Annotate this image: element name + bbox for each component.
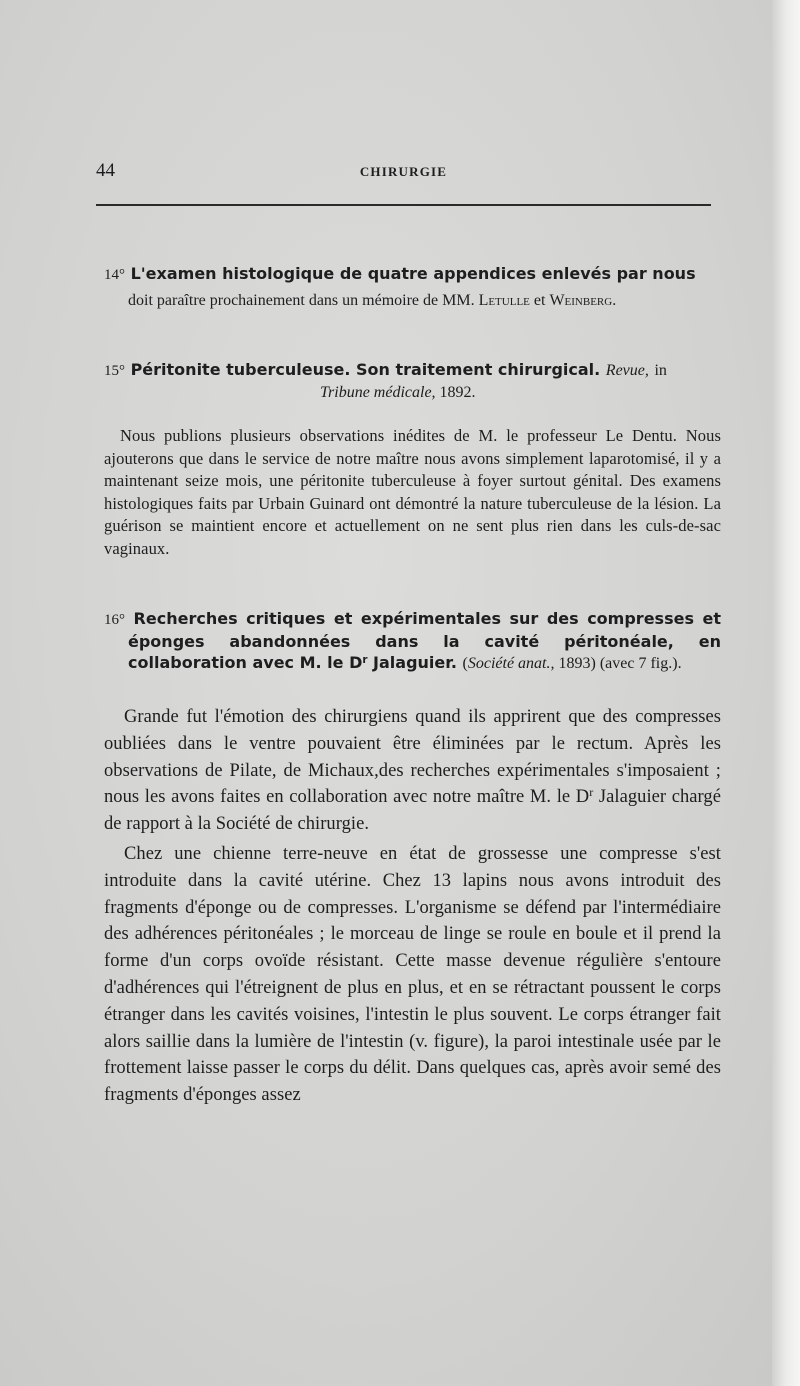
entry-16-source bbox=[463, 655, 682, 672]
entry-16-source-open: ( bbox=[462, 655, 468, 672]
entry-16 bbox=[104, 608, 721, 1109]
header-rule bbox=[96, 204, 711, 206]
entry-14-author-1: Letulle bbox=[478, 292, 530, 309]
entry-15-title: Péritonite tuberculeuse. Son traitement chirurgical. bbox=[130, 360, 601, 379]
entry-15 bbox=[104, 359, 721, 560]
entry-14-text bbox=[128, 290, 721, 311]
entry-15-year: 1892. bbox=[439, 384, 476, 401]
entry-16-title-main: Recherches critiques et expérimentales sur des compresses et éponges abandonnées dans la cavité péritonéale, en collaboration avec M. le D bbox=[128, 609, 721, 672]
entry-15-number: 15° bbox=[104, 363, 125, 379]
entry-15-body bbox=[104, 425, 721, 560]
entry-15-journal-in: in bbox=[654, 362, 667, 379]
entry-16-title-sup: r bbox=[362, 653, 368, 666]
entry-14-number: 14° bbox=[104, 267, 125, 283]
page-content bbox=[104, 255, 721, 1109]
running-title: CHIRURGIE bbox=[359, 164, 448, 179]
entry-14-author-2: Weinberg bbox=[549, 292, 613, 309]
entry-14-text-and: et bbox=[533, 292, 546, 309]
entry-14-heading bbox=[104, 263, 721, 286]
entry-16-paragraph-1 bbox=[104, 704, 721, 838]
entry-16-para1-before: Grande fut l'émotion des chirurgiens quand ils apprirent que des compresses oubliées dans le ventre pouvaient être éliminées par le rectum. Après les observations de Pilate, de Michaux,des recherches expérimentales s'imposaient ; nous les avons faites en collaboration avec notre maître M. le D bbox=[104, 707, 721, 808]
page-header bbox=[96, 160, 711, 190]
entry-16-title-end: Jalaguier. bbox=[367, 653, 457, 672]
entry-16-number: 16° bbox=[104, 612, 125, 628]
entry-15-source-line bbox=[320, 382, 721, 403]
entry-15-journal-prefix-text: Revue, bbox=[605, 362, 649, 379]
entry-15-journal-name: Tribune médicale, bbox=[320, 384, 436, 401]
entry-16-source-journal: Société anat., bbox=[467, 655, 555, 672]
entry-15-journal-prefix bbox=[606, 362, 649, 379]
page-number: 44 bbox=[96, 160, 115, 181]
entry-15-heading bbox=[104, 359, 721, 382]
entry-14-text-before: doit paraître prochainement dans un mémoire de MM. bbox=[128, 292, 475, 309]
entry-16-para1-sup: r bbox=[589, 785, 594, 800]
entry-14 bbox=[104, 263, 721, 311]
entry-16-para1-after: Jalaguier chargé de rapport à la Société de chirurgie. bbox=[104, 787, 721, 835]
entry-15-body-text: Nous publions plusieurs observations inédites de M. le professeur Le Dentu. Nous ajouterons que dans le service de notre maître nous avons simplement laparotomisé, il y a maintenant seize mois, une péritonite tuberculeuse à foyer surtout génital. Des examens histologiques faits par Urbain Guinard ont démontré la nature tuberculeuse de la lésion. La guérison se maintient encore et actuellement on ne sent plus rien dans les culs-de-sac vaginaux. bbox=[104, 426, 721, 558]
entry-16-source-rest: 1893) (avec 7 fig.). bbox=[558, 655, 682, 672]
page-gutter-shadow bbox=[772, 0, 800, 1386]
entry-14-text-end: . bbox=[612, 292, 617, 309]
entry-16-para2-text: Chez une chienne terre-neuve en état de grossesse une compresse s'est introduite dans la cavité utérine. Chez 13 lapins nous avons introduit des fragments d'éponge ou de compresses. L'organisme se défend par l'intermédiaire des adhérences péritonéales ; le morceau de linge se roule en boule et il prend la forme d'un corps ovoïde résistant. Cette masse devenue régulière s'entoure d'adhérences qui l'étreignent de plus en plus, et en se rétractant poussent le corps étranger dans les cavités voisines, l'intestin le plus souvent. Le corps étranger fait alors saillie dans la lumière de l'intestin (v. figure), la paroi intestinale usée par le frottement laisse passer le corps du délit. Dans quelques cas, après avoir semé des fragments d'éponges assez bbox=[104, 843, 721, 1106]
entry-16-paragraph-2 bbox=[104, 841, 721, 1109]
entry-16-heading bbox=[104, 608, 721, 674]
entry-14-title: L'examen histologique de quatre appendices enlevés par nous bbox=[130, 264, 696, 283]
